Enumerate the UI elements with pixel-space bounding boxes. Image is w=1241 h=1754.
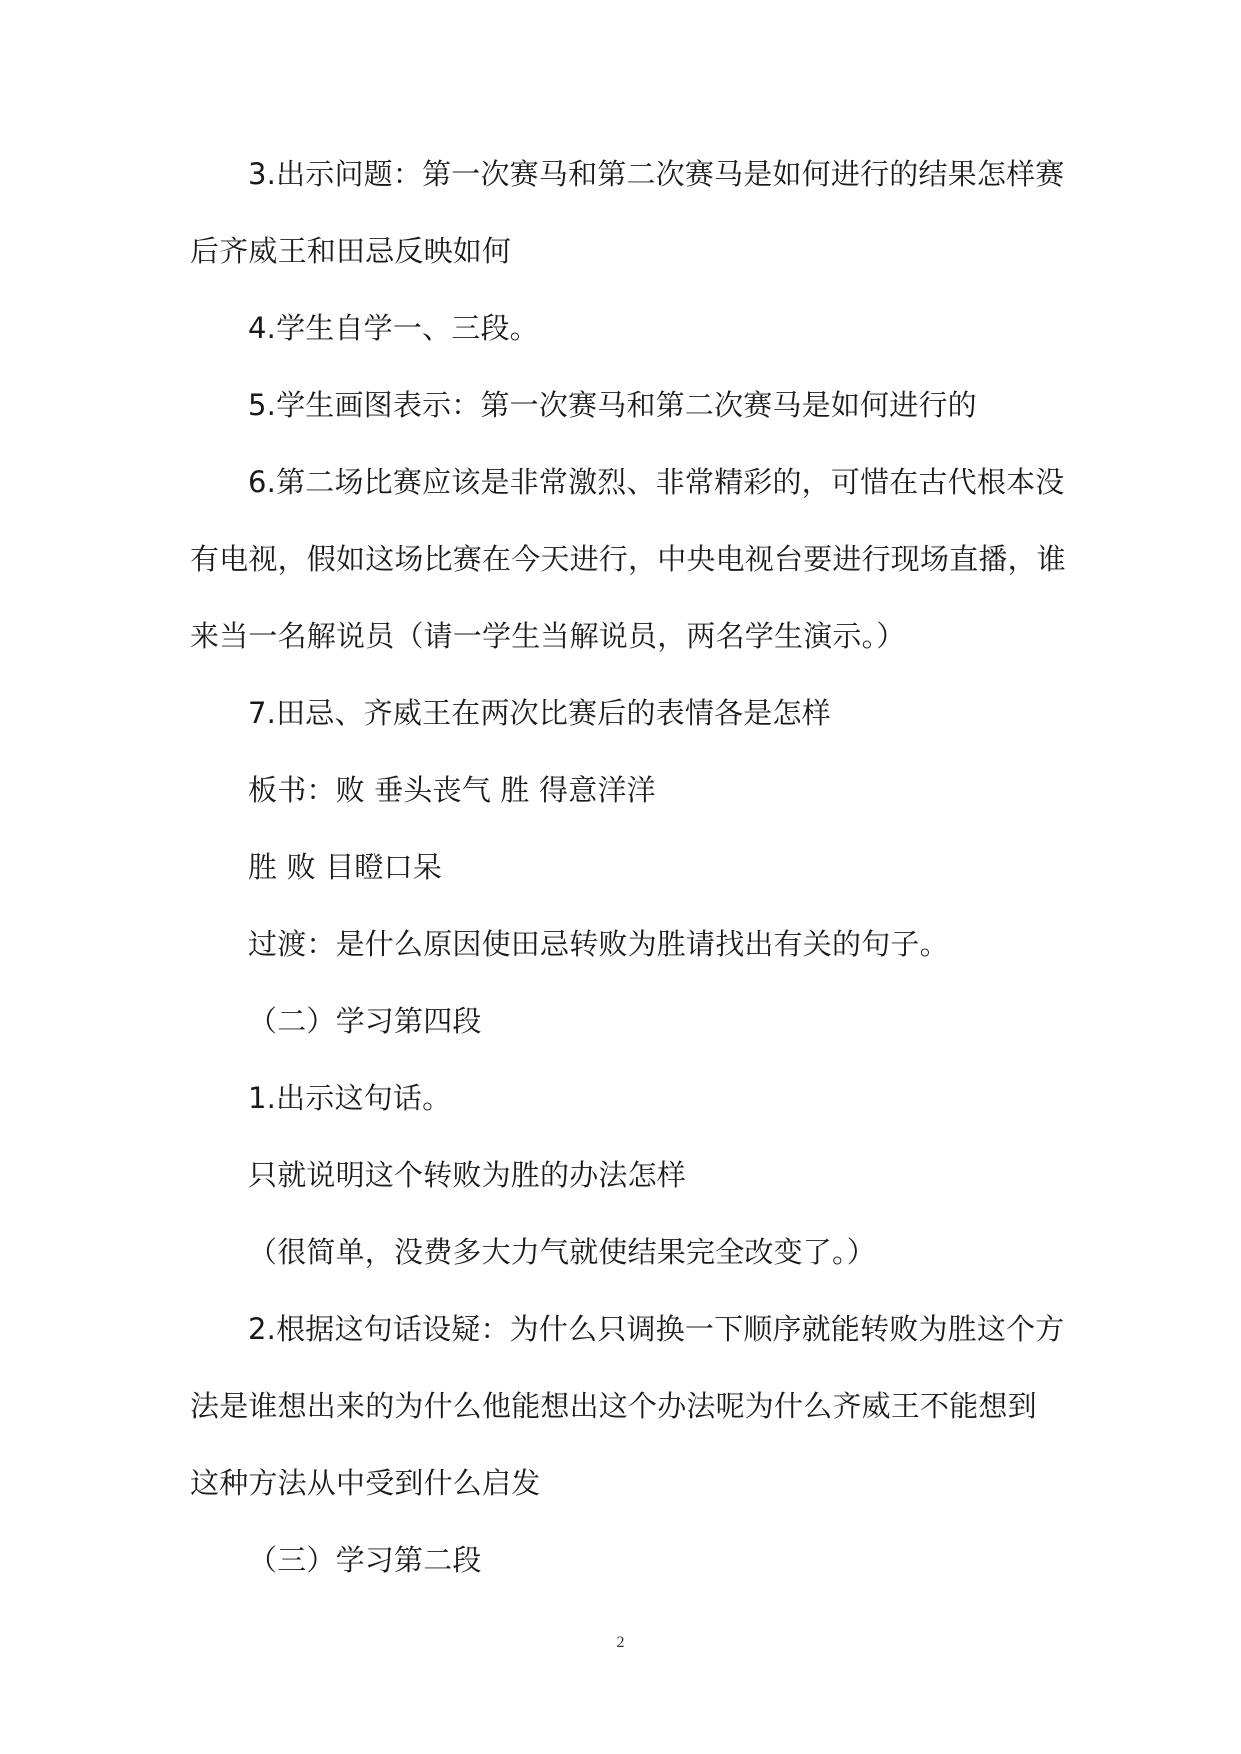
text-line: 4.学生自学一、三段。 xyxy=(248,311,539,345)
text-line: （三）学习第二段 xyxy=(248,1543,482,1577)
text-line: 有电视，假如这场比赛在今天进行，中央电视台要进行现场直播，谁 xyxy=(190,542,1067,576)
text-line: 只就说明这个转败为胜的办法怎样 xyxy=(248,1158,687,1192)
text-line: （很简单，没费多大力气就使结果完全改变了。） xyxy=(248,1235,876,1269)
text-line: 这种方法从中受到什么启发 xyxy=(190,1466,541,1500)
text-line: 1.出示这句话。 xyxy=(248,1081,452,1115)
text-line: 胜 败 目瞪口呆 xyxy=(248,850,443,884)
text-line: 后齐威王和田忌反映如何 xyxy=(190,234,512,268)
text-line: 3.出示问题：第一次赛马和第二次赛马是如何进行的结果怎样赛 xyxy=(248,157,1065,191)
text-line: 5.学生画图表示：第一次赛马和第二次赛马是如何进行的 xyxy=(248,388,977,422)
document-body xyxy=(190,140,1067,1603)
text-line: 7.田忌、齐威王在两次比赛后的表情各是怎样 xyxy=(248,696,831,730)
text-line: 过渡：是什么原因使田忌转败为胜请找出有关的句子。 xyxy=(248,927,949,961)
text-line: 来当一名解说员（请一学生当解说员，两名学生演示。） xyxy=(190,619,906,653)
text-line: 2.根据这句话设疑：为什么只调换一下顺序就能转败为胜这个方 xyxy=(248,1312,1065,1346)
text-line: 法是谁想出来的为什么他能想出这个办法呢为什么齐威王不能想到 xyxy=(190,1389,1037,1423)
text-line: （二）学习第四段 xyxy=(248,1004,482,1038)
text-line: 6.第二场比赛应该是非常激烈、非常精彩的，可惜在古代根本没 xyxy=(248,465,1065,499)
page-number: 2 xyxy=(616,1634,625,1651)
text-line: 板书：败 垂头丧气 胜 得意洋洋 xyxy=(248,773,656,807)
